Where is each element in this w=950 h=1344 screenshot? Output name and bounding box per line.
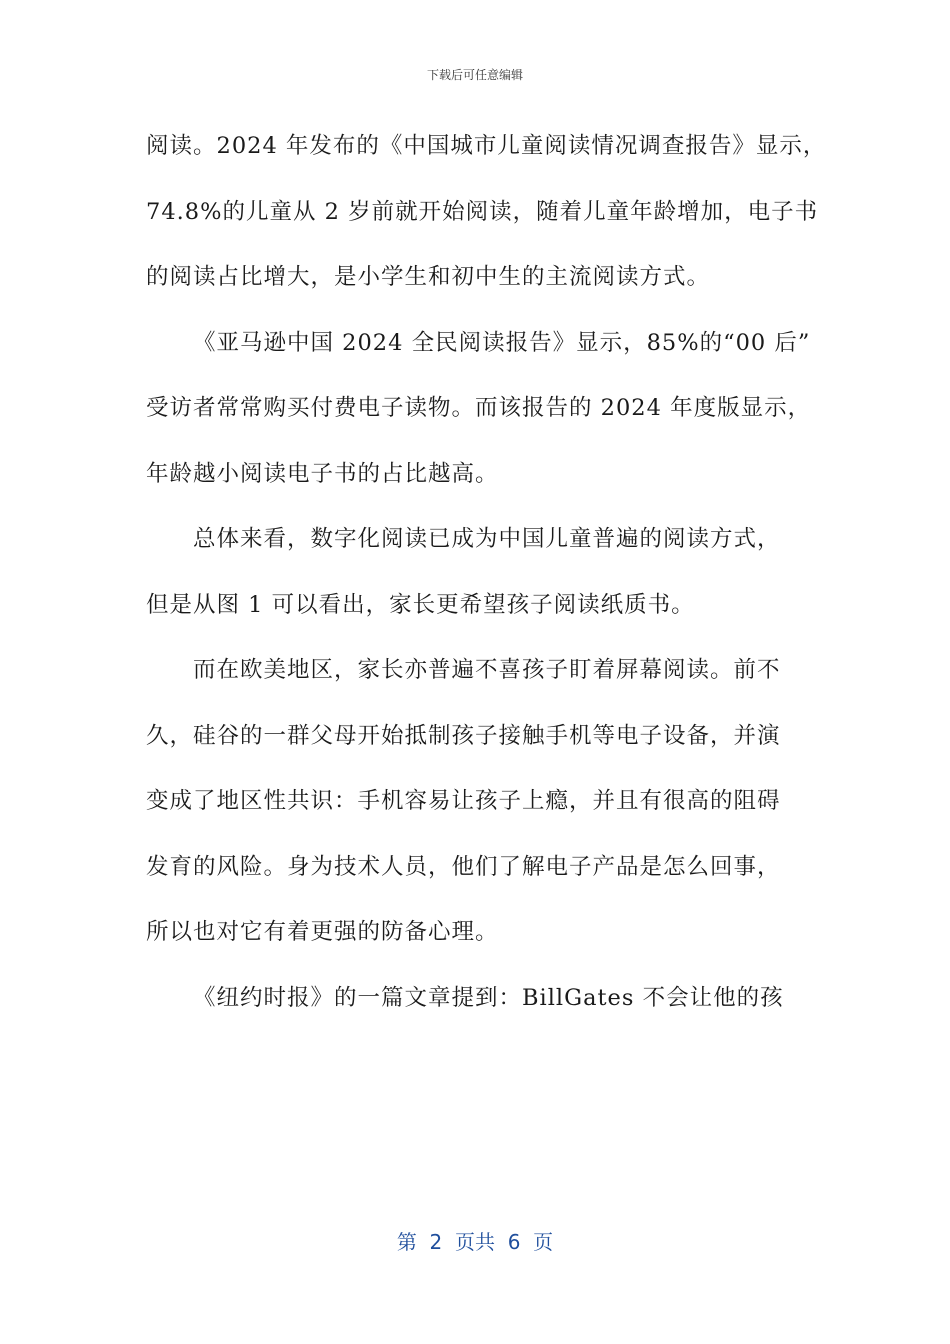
- text-line: 发育的风险。身为技术人员，他们了解电子产品是怎么回事，: [146, 853, 781, 880]
- paragraph-first-line: 《亚马逊中国 2024 全民阅读报告》显示，85%的“00 后”: [193, 329, 811, 356]
- text-line: 久，硅谷的一群父母开始抵制孩子接触手机等电子设备，并演: [146, 722, 781, 749]
- text-line: 阅读。2024 年发布的《中国城市儿童阅读情况调查报告》显示，: [146, 133, 827, 159]
- text-line: 的阅读占比增大，是小学生和初中生的主流阅读方式。: [146, 264, 711, 290]
- paragraph-first-line: 而在欧美地区，家长亦普遍不喜孩子盯着屏幕阅读。前不: [193, 657, 781, 683]
- paragraph-first-line: 总体来看，数字化阅读已成为中国儿童普遍的阅读方式，: [193, 526, 781, 552]
- page-header-note: 下载后可任意编辑: [426, 68, 523, 82]
- text-line: 所以也对它有着更强的防备心理。: [146, 919, 499, 945]
- text-line: 受访者常常购买付费电子读物。而该报告的 2024 年度版显示，: [146, 395, 812, 421]
- text-line: 74.8%的儿童从 2 岁前就开始阅读，随着儿童年龄增加，电子书: [146, 198, 819, 225]
- text-line: 变成了地区性共识：手机容易让孩子上瘾，并且有很高的阻碍: [146, 788, 781, 814]
- document-body: [146, 118, 826, 1035]
- text-line: 但是从图 1 可以看出，家长更希望孩子阅读纸质书。: [146, 591, 695, 618]
- page-number-footer: 第 2 页共 6 页: [396, 1230, 554, 1254]
- paragraph-first-line: 《纽约时报》的一篇文章提到：BillGates 不会让他的孩: [193, 984, 784, 1011]
- text-line: 年龄越小阅读电子书的占比越高。: [146, 460, 499, 487]
